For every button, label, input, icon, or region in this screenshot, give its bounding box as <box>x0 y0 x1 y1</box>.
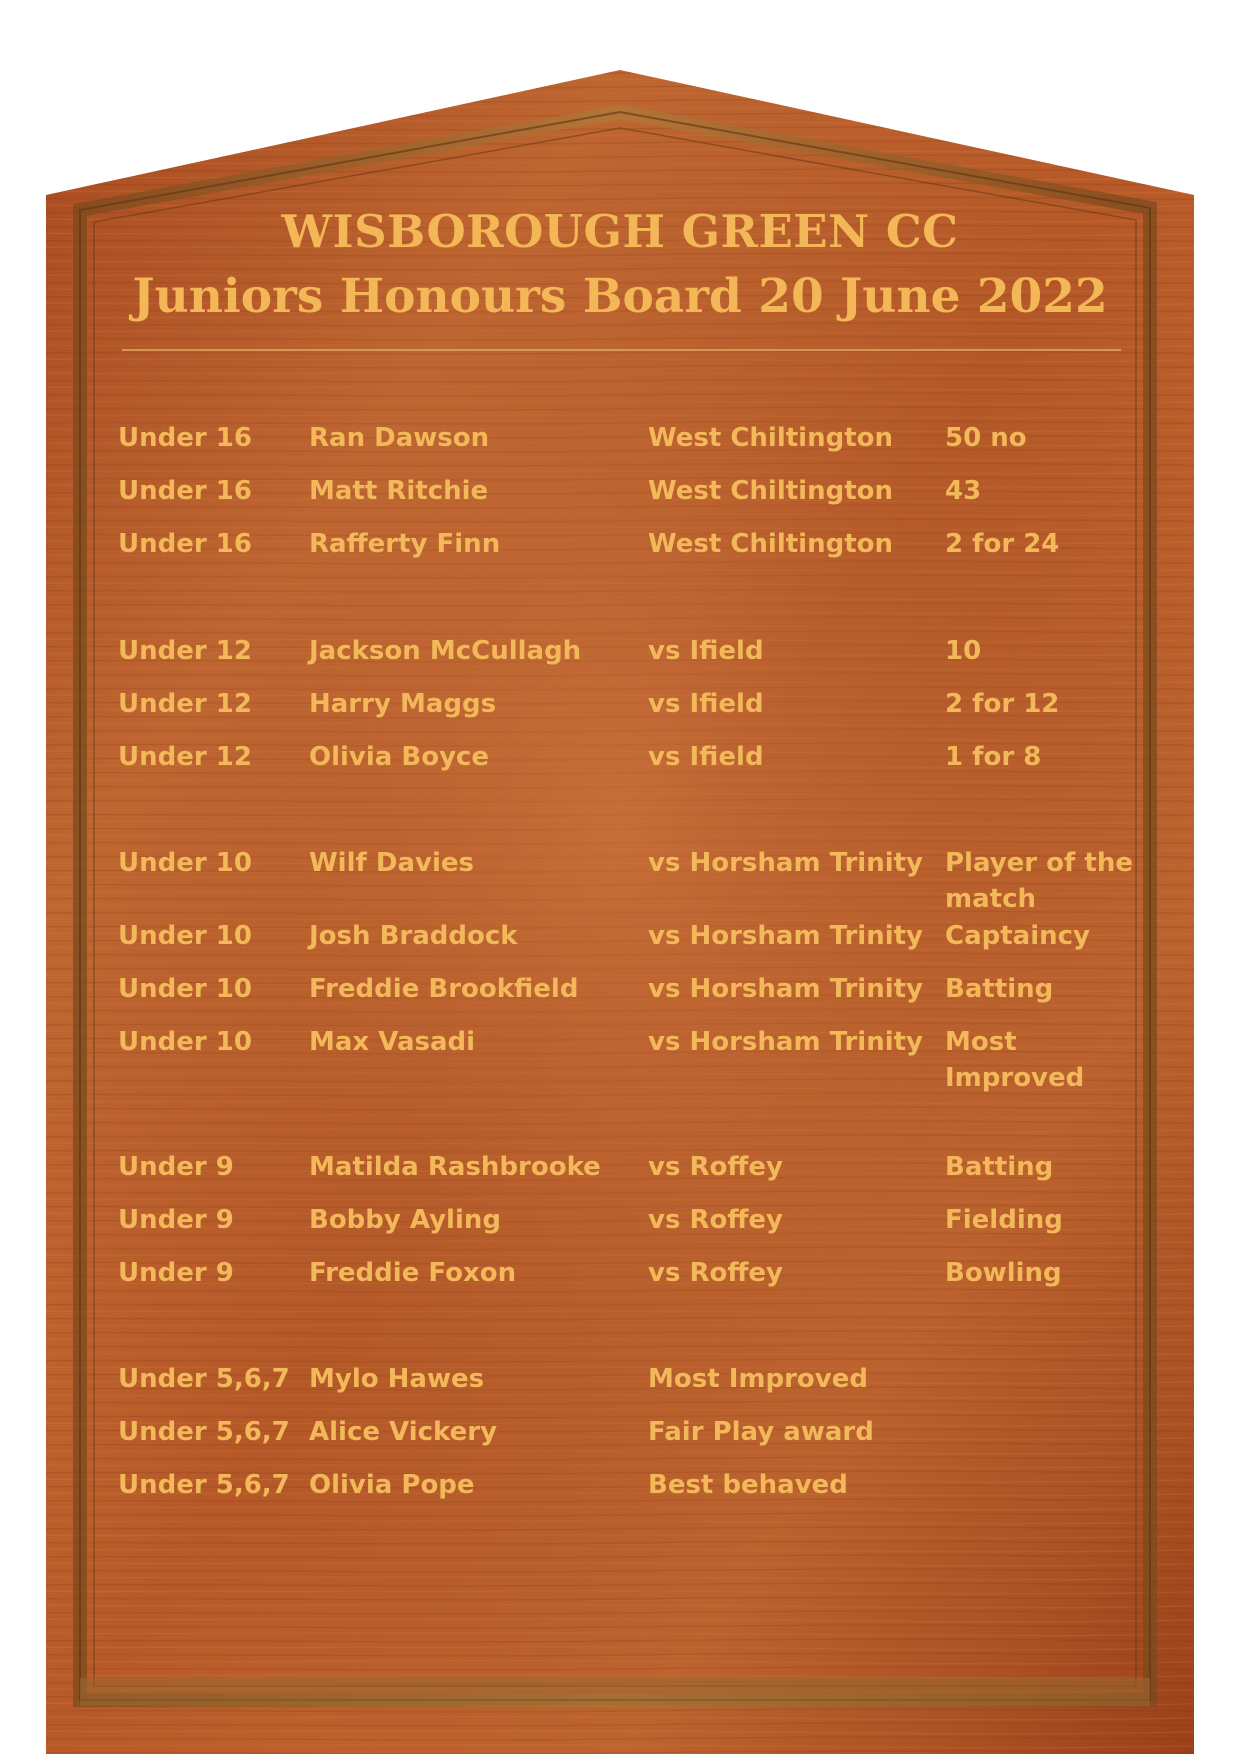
player-name: Matt Ritchie <box>309 476 489 506</box>
player-name: Wilf Davies <box>309 848 474 878</box>
age-group: Under 10 <box>118 921 252 951</box>
award: Batting <box>945 974 1054 1004</box>
age-group: Under 16 <box>118 529 252 559</box>
list-item <box>0 1149 1240 1189</box>
list-item <box>0 971 1240 1011</box>
list-item <box>0 633 1240 673</box>
player-name: Bobby Ayling <box>309 1205 501 1235</box>
match-opponent: vs Horsham Trinity <box>648 1027 924 1057</box>
age-group: Under 10 <box>118 848 252 878</box>
player-name: Josh Braddock <box>309 921 518 951</box>
award: Fielding <box>945 1205 1063 1235</box>
age-group: Under 16 <box>118 476 252 506</box>
age-group: Under 16 <box>118 423 252 453</box>
match-opponent: vs Roffey <box>648 1258 784 1288</box>
age-group: Under 5,6,7 <box>118 1364 290 1394</box>
list-item <box>0 845 1240 914</box>
age-group: Under 5,6,7 <box>118 1470 290 1500</box>
match-opponent: vs Ifield <box>648 742 764 772</box>
match-opponent: vs Ifield <box>648 689 764 719</box>
award: 1 for 8 <box>945 742 1042 772</box>
award: Bowling <box>945 1258 1062 1288</box>
match-opponent: West Chiltington <box>648 423 894 453</box>
player-name: Freddie Brookfield <box>309 974 579 1004</box>
match-opponent: vs Horsham Trinity <box>648 974 924 1004</box>
match-opponent: Most Improved <box>648 1364 868 1394</box>
player-name: Rafferty Finn <box>309 529 501 559</box>
award: 50 no <box>945 423 1027 453</box>
list-item <box>0 1024 1240 1093</box>
age-group: Under 9 <box>118 1152 234 1182</box>
player-name: Max Vasadi <box>309 1027 476 1057</box>
match-opponent: West Chiltington <box>648 529 894 559</box>
player-name: Freddie Foxon <box>309 1258 517 1288</box>
match-opponent: vs Roffey <box>648 1152 784 1182</box>
list-item <box>0 473 1240 513</box>
match-opponent: vs Horsham Trinity <box>648 848 924 878</box>
age-group: Under 10 <box>118 974 252 1004</box>
match-opponent: vs Roffey <box>648 1205 784 1235</box>
list-item <box>0 1202 1240 1242</box>
player-name: Matilda Rashbrooke <box>309 1152 601 1182</box>
list-item <box>0 1467 1240 1507</box>
list-item <box>0 686 1240 726</box>
match-opponent: Best behaved <box>648 1470 848 1500</box>
award: 2 for 24 <box>945 529 1060 559</box>
age-group: Under 9 <box>118 1205 234 1235</box>
award: Captaincy <box>945 921 1090 951</box>
age-group: Under 12 <box>118 636 252 666</box>
list-item <box>0 1255 1240 1295</box>
player-name: Olivia Boyce <box>309 742 490 772</box>
award: 2 for 12 <box>945 689 1060 719</box>
age-group: Under 5,6,7 <box>118 1417 290 1447</box>
age-group: Under 9 <box>118 1258 234 1288</box>
list-item <box>0 420 1240 460</box>
award: 10 <box>945 636 982 666</box>
club-title: WISBOROUGH GREEN CC <box>281 205 959 258</box>
award: Player of the match <box>945 848 1133 914</box>
player-name: Mylo Hawes <box>309 1364 485 1394</box>
match-opponent: vs Horsham Trinity <box>648 921 924 951</box>
board-subtitle: Juniors Honours Board 20 June 2022 <box>132 269 1108 324</box>
player-name: Jackson McCullagh <box>309 636 582 666</box>
match-opponent: vs Ifield <box>648 636 764 666</box>
player-name: Alice Vickery <box>309 1417 498 1447</box>
list-item <box>0 1414 1240 1454</box>
age-group: Under 10 <box>118 1027 252 1057</box>
player-name: Harry Maggs <box>309 689 497 719</box>
age-group: Under 12 <box>118 742 252 772</box>
list-item <box>0 1361 1240 1401</box>
player-name: Ran Dawson <box>309 423 490 453</box>
list-item <box>0 739 1240 779</box>
age-group: Under 12 <box>118 689 252 719</box>
award: Batting <box>945 1152 1054 1182</box>
list-item <box>0 526 1240 566</box>
match-opponent: West Chiltington <box>648 476 894 506</box>
list-item <box>0 918 1240 958</box>
player-name: Olivia Pope <box>309 1470 475 1500</box>
match-opponent: Fair Play award <box>648 1417 874 1447</box>
award: 43 <box>945 476 982 506</box>
award: Most Improved <box>945 1027 1085 1093</box>
